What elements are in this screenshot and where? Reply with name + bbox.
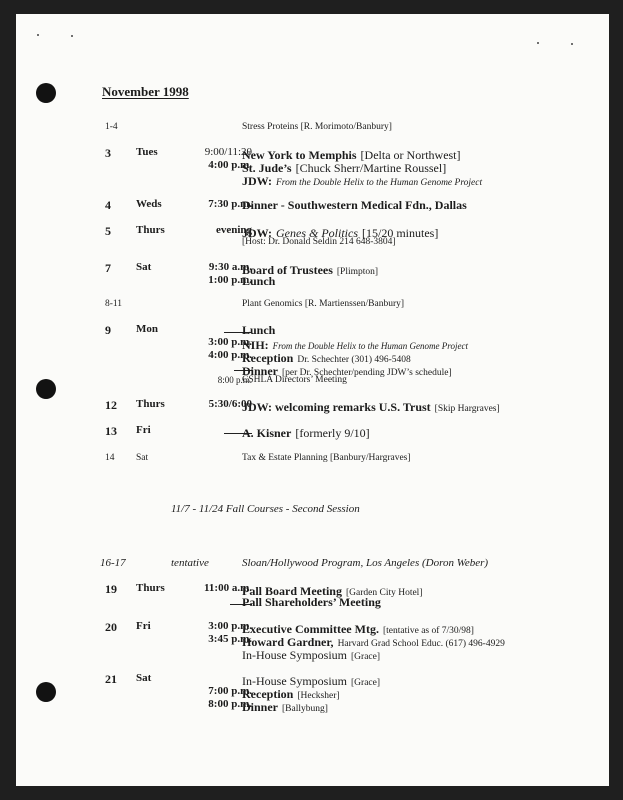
entry-time: 1:00 p.m. — [208, 274, 252, 286]
entry-time: 8:00 p.m. — [217, 375, 252, 385]
entry-day: Thurs — [136, 582, 165, 594]
entry-time: 4:00 p.m. — [208, 159, 252, 171]
entry-note: From the Double Helix to the Human Genome Project — [276, 178, 483, 188]
entry-text: Reception — [242, 687, 294, 701]
entry-note: [Grace] — [351, 652, 381, 662]
binder-hole — [36, 83, 56, 103]
entry-time: 3:45 p.m. — [208, 633, 252, 645]
entry-note: [R. Martienssen/Banbury] — [304, 299, 405, 309]
entry-note: (Doron Weber) — [421, 557, 489, 569]
entry-text: Howard Gardner, — [242, 635, 334, 649]
entry-text: Executive Committee Mtg. — [242, 622, 379, 636]
entry-note: [Delta or Northwest] — [360, 148, 461, 162]
entry-day: tentative — [171, 557, 209, 569]
entry-text: NIH: — [242, 338, 269, 352]
entry-day: Thurs — [136, 398, 165, 410]
entry-date: 5 — [105, 224, 111, 238]
entry-note: Harvard Grad School Educ. (617) 496-4929 — [337, 639, 505, 649]
entry-note: [Hecksher] — [297, 691, 340, 701]
entry-note: Genes & Politics — [276, 226, 358, 240]
entry-text: Stress Proteins — [242, 122, 299, 132]
entry-date: 16-17 — [100, 557, 126, 569]
entry-day: Sat — [136, 453, 149, 463]
entry-day: Fri — [136, 424, 151, 436]
entry-text: Sloan/Hollywood Program, Los Angeles — [242, 557, 420, 569]
entry-text: Pall Shareholders’ Meeting — [242, 595, 381, 609]
binder-hole — [36, 379, 56, 399]
entry-note: [per Dr. Schechter/pending JDW’s schedule] — [282, 368, 452, 378]
entry-time: 11:00 a.m. — [204, 582, 252, 594]
entry-text: Reception — [242, 351, 294, 365]
entry-note: From the Double Helix to the Human Genome Project — [272, 341, 468, 351]
entry-text: In-House Symposium — [242, 648, 347, 662]
entry-text: JDW: — [242, 226, 272, 240]
entry-text: St. Jude’s — [242, 161, 292, 175]
entry-time: evening — [215, 224, 252, 236]
entry-text: Plant Genomics — [242, 299, 303, 309]
entry-date: 20 — [105, 620, 117, 634]
entry-day: Fri — [136, 620, 151, 632]
entry-time: 8:00 p.m. — [208, 698, 252, 710]
entry-date: 4 — [105, 198, 111, 212]
entry-day: Mon — [136, 323, 158, 335]
entry-day: Thurs — [136, 224, 165, 236]
entry-time: 9:30 a.m. — [208, 261, 252, 273]
entry-time: 3:00 p.m. — [208, 336, 252, 348]
entry-date: 3 — [105, 146, 111, 160]
entry-text: Board of Trustees — [242, 263, 333, 277]
entry-text: Dinner - Southwestern Medical Fdn., Dallas — [242, 198, 467, 212]
entry-text: Lunch — [242, 323, 276, 337]
paper-speck — [571, 43, 573, 45]
entry-time: 3:00 p.m. — [208, 620, 252, 632]
entry-text: Pall Board Meeting — [242, 584, 342, 598]
entry-text: In-House Symposium — [242, 674, 347, 688]
entry-note: [R. Morimoto/Banbury] — [300, 122, 392, 132]
entry-text: Dinner — [242, 364, 278, 378]
entry-text: Dinner — [242, 700, 278, 714]
entry-time: 7:30 p.m. — [208, 198, 252, 210]
entry-date: 1-4 — [105, 122, 118, 132]
entry-note: [Ballybung] — [282, 704, 328, 714]
entry-text: New York to Memphis — [242, 148, 357, 162]
entry-date: 19 — [105, 582, 117, 596]
paper-speck — [537, 42, 539, 44]
entry-date: 9 — [105, 323, 111, 337]
entry-text: JDW: welcoming remarks U.S. Trust — [242, 400, 431, 414]
entry-extra: [15/20 minutes] — [361, 226, 439, 240]
paper-speck — [71, 35, 73, 37]
entry-date: 13 — [105, 424, 117, 438]
entry-time: 5:30/6:00 — [208, 398, 252, 410]
entry-text: Lunch — [242, 274, 276, 288]
entry-note: [Banbury/Hargraves] — [330, 453, 411, 463]
entry-text: [Host: Dr. Donald Seldin 214 648-3804] — [242, 237, 396, 247]
entry-text: Tax & Estate Planning — [242, 453, 328, 463]
entry-note: [Skip Hargraves] — [434, 404, 500, 414]
entry-note: [formerly 9/10] — [295, 426, 370, 440]
entry-day: Sat — [136, 672, 152, 684]
entry-time: 9:00/11:20 — [204, 146, 252, 158]
entry-note: [Chuck Sherr/Martine Roussel] — [295, 161, 447, 175]
entry-time: 4:00 p.m. — [208, 349, 252, 361]
entry-time: 7:00 p.m. — [208, 685, 252, 697]
entry-date: 8-11 — [105, 299, 123, 309]
entry-date: 21 — [105, 672, 117, 686]
document-page — [16, 14, 609, 786]
entry-date: 7 — [105, 261, 111, 275]
entry-text: CSHLA Directors’ Meeting — [242, 375, 347, 385]
binder-hole — [36, 682, 56, 702]
entry-text: A. Kisner — [242, 426, 292, 440]
entry-day: Tues — [136, 146, 158, 158]
entry-note: [tentative as of 7/30/98] — [382, 626, 474, 636]
entry-day: Sat — [136, 261, 152, 273]
entry-note: [Grace] — [351, 678, 381, 688]
paper-speck — [37, 34, 39, 36]
entry-note: Dr. Schechter (301) 496-5408 — [297, 355, 411, 365]
entry-date: 14 — [105, 453, 115, 463]
month-heading: November 1998 — [102, 84, 189, 99]
entry-date: 12 — [105, 398, 117, 412]
entry-day: Weds — [136, 198, 162, 210]
entry-note: [Garden City Hotel] — [345, 588, 423, 598]
entry-text: JDW: — [242, 174, 272, 188]
entry-note: [Plimpton] — [336, 267, 379, 277]
fall-courses-note: 11/7 - 11/24 Fall Courses - Second Session — [171, 503, 360, 515]
